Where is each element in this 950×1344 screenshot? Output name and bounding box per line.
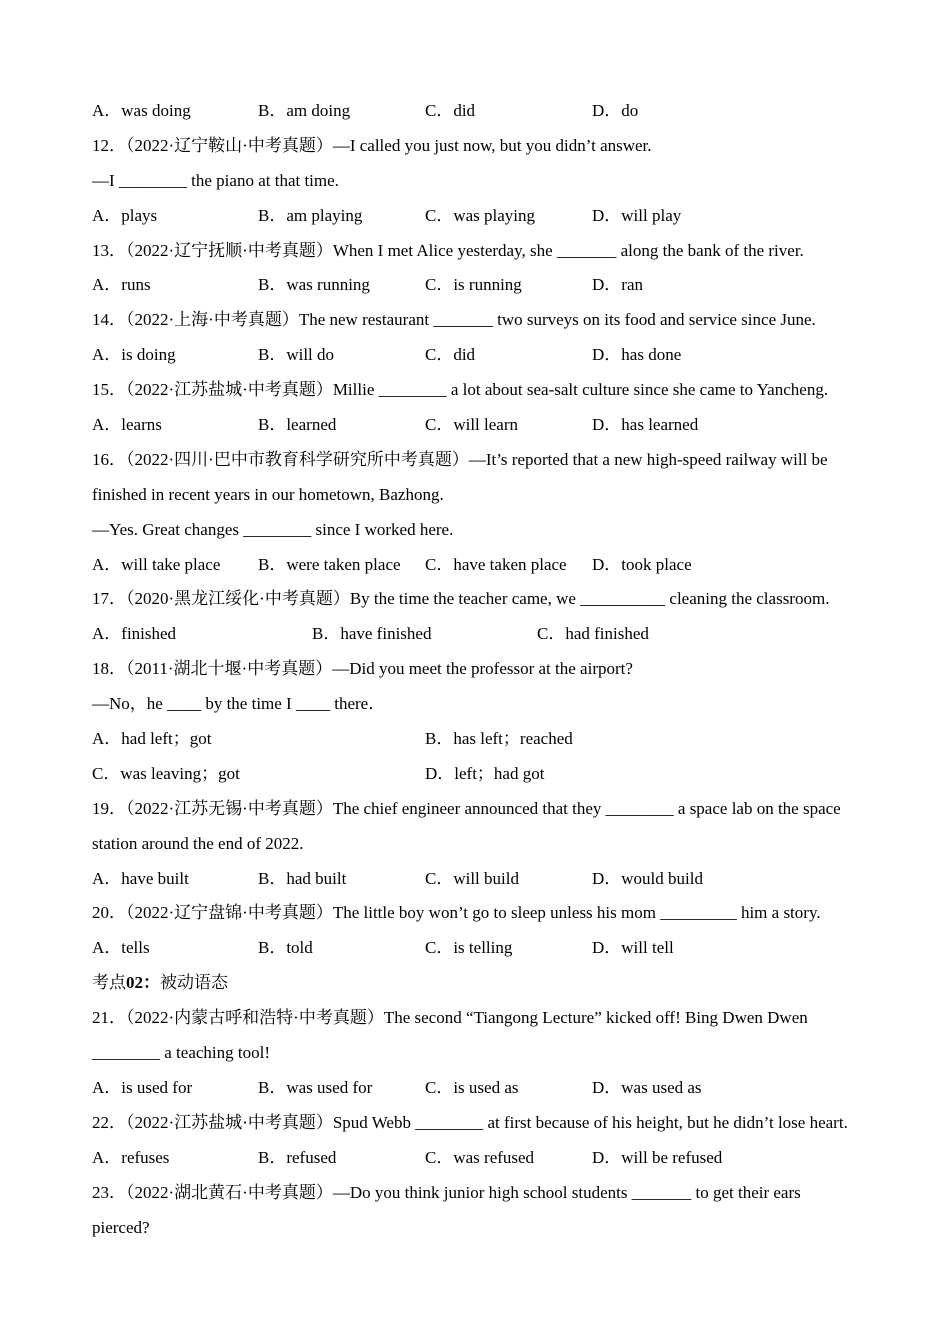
option-C: C．was leaving；got [92, 763, 240, 783]
question-text-line: —I ________ the piano at that time. [92, 170, 339, 190]
option-D: D．took place [592, 554, 692, 574]
option-C: C．had finished [537, 624, 649, 644]
option-A: A．is doing [92, 345, 176, 365]
option-B: B．have finished [312, 624, 432, 644]
question-text-line: 16．（2022·四川·巴中市教育科学研究所中考真题）—It’s reported that a new high-speed railway will be [92, 449, 828, 469]
section-heading-text: 被动语态 [160, 973, 228, 993]
question-text-line: 17．（2020·黑龙江绥化·中考真题）By the time the teacher came, we __________ cleaning the classroom. [92, 589, 830, 609]
option-D: D．do [592, 101, 639, 120]
option-B: B．will do [258, 345, 335, 365]
option-C: C．was refused [425, 1147, 535, 1167]
option-D: D．left；had got [425, 763, 545, 783]
options-row [92, 757, 882, 792]
option-C: C．is running [425, 275, 522, 295]
option-A: A．finished [92, 624, 177, 644]
section-heading [92, 966, 882, 1001]
question-text-line: 20．（2022·辽宁盘锦·中考真题）The little boy won’t go to sleep unless his mom _________ him a story. [92, 903, 821, 923]
option-D: D．has learned [592, 415, 699, 435]
option-C: C．is telling [425, 938, 513, 958]
option-B: B．told [258, 938, 313, 958]
option-D: D．would build [592, 868, 703, 888]
options-row [92, 617, 882, 652]
question-text-line: 14．（2022·上海·中考真题）The new restaurant _______ two surveys on its food and service since June. [92, 310, 816, 330]
question-text-line: 12．（2022·辽宁鞍山·中考真题）—I called you just now, but you didn’t answer. [92, 135, 652, 155]
question-text-line: —No，he ____ by the time I ____ there． [92, 694, 386, 714]
question-text-line: station around the end of 2022. [92, 833, 304, 853]
option-A: A．is used for [92, 1077, 193, 1097]
options-row [92, 722, 882, 757]
option-B: B．was used for [258, 1077, 373, 1097]
options-row [92, 548, 882, 583]
option-D: D．will be refused [592, 1147, 723, 1167]
option-A: A．was doing [92, 101, 191, 120]
options-row [92, 1071, 882, 1106]
question-text-line: ________ a teaching tool! [92, 1043, 270, 1063]
question-list [92, 94, 882, 1245]
options-row [92, 94, 882, 129]
option-A: A．runs [92, 275, 151, 295]
option-B: B．am playing [258, 205, 363, 225]
question-text-line: 15．（2022·江苏盐城·中考真题）Millie ________ a lot about sea-salt culture since she came to Yancheng. [92, 380, 829, 400]
option-D: D．was used as [592, 1077, 702, 1097]
option-B: B．am doing [258, 101, 351, 120]
question-text-line: 13．（2022·辽宁抚顺·中考真题）When I met Alice yesterday, she _______ along the bank of the river. [92, 240, 804, 260]
option-D: D．will tell [592, 938, 674, 958]
option-C: C．will build [425, 868, 519, 888]
question-text-line: 22．（2022·江苏盐城·中考真题）Spud Webb ________ at first because of his height, but he didn’t lose heart. [92, 1112, 848, 1132]
question-text-line: 19．（2022·江苏无锡·中考真题）The chief engineer announced that they ________ a space lab on the space [92, 798, 841, 818]
option-A: A．learns [92, 415, 162, 435]
option-A: A．will take place [92, 554, 221, 574]
options-row [92, 408, 882, 443]
option-B: B．had built [258, 868, 347, 888]
options-row [92, 862, 882, 897]
option-B: B．refused [258, 1147, 337, 1167]
option-C: C．did [425, 101, 476, 120]
options-row [92, 338, 882, 373]
option-A: A．tells [92, 938, 150, 958]
option-A: A．refuses [92, 1147, 170, 1167]
option-C: C．will learn [425, 415, 519, 435]
option-A: A．plays [92, 205, 158, 225]
option-C: C．have taken place [425, 554, 567, 574]
option-A: A．have built [92, 868, 189, 888]
section-heading-number: 02： [126, 973, 160, 993]
option-C: C．is used as [425, 1077, 519, 1097]
question-text-line: 21．（2022·内蒙古呼和浩特·中考真题）The second “Tiangong Lecture” kicked off! Bing Dwen Dwen [92, 1008, 808, 1028]
option-B: B．learned [258, 415, 337, 435]
options-row [92, 1141, 882, 1176]
option-B: B．were taken place [258, 554, 401, 574]
options-row [92, 931, 882, 966]
option-A: A．had left；got [92, 729, 212, 749]
question-text-line: finished in recent years in our hometown, Bazhong. [92, 484, 444, 504]
option-B: B．was running [258, 275, 370, 295]
question-text-line: —Yes. Great changes ________ since I worked here. [92, 519, 454, 539]
option-D: D．has done [592, 345, 682, 365]
question-text-line: pierced? [92, 1217, 150, 1237]
option-D: D．ran [592, 275, 643, 295]
section-heading-text: 考点 [92, 973, 126, 993]
option-C: C．was playing [425, 205, 536, 225]
option-D: D．will play [592, 205, 682, 225]
options-row [92, 268, 882, 303]
question-text-line: 18．（2011·湖北十堰·中考真题）—Did you meet the professor at the airport? [92, 659, 633, 679]
option-B: B．has left；reached [425, 729, 573, 749]
question-text-line: 23．（2022·湖北黄石·中考真题）—Do you think junior high school students _______ to get their ears [92, 1182, 801, 1202]
options-row [92, 199, 882, 234]
option-C: C．did [425, 345, 476, 365]
